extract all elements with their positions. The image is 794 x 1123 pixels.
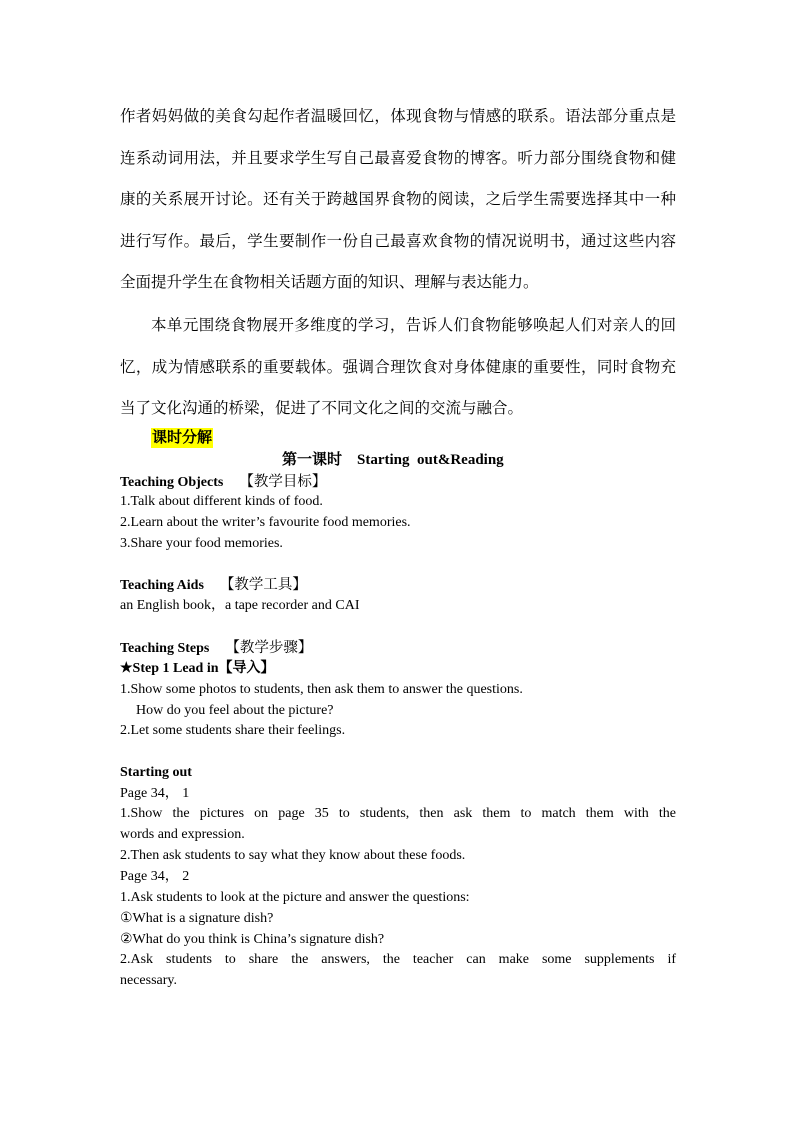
- question-item: ①What is a signature dish?: [120, 911, 274, 926]
- starting-out-item: 1.Ask students to look at the picture and answer the questions:: [120, 890, 470, 905]
- lesson-title: 第一课时 Starting out&Reading: [282, 452, 504, 468]
- page-ref: Page 34， 2: [120, 869, 190, 884]
- teaching-steps-label: Teaching Steps: [120, 641, 210, 656]
- teaching-objects-label-cn: 【教学目标】: [239, 474, 327, 490]
- intro-paragraph: 作者妈妈做的美食勾起作者温暖回忆，体现食物与情感的联系。语法部分重点是连系动词用法，并且要求学生写自己最喜爱食物的博客。听力部分围绕食物和健康的关系展开讨论。还有关于跨越国界食物的阅读，之后学生需要选择其中一种进行写作。最后，学生要制作一份自己最喜欢食物的情况说明书，通过这些内容全面提升学生在食物相关话题方面的知识、理解与表达能力。: [120, 108, 676, 292]
- question-item: ②What do you think is China’s signature dish?: [120, 932, 385, 947]
- teaching-aids-label: Teaching Aids: [120, 578, 204, 593]
- starting-out-item: necessary.: [120, 973, 178, 988]
- teaching-objects-heading: [120, 472, 676, 493]
- step1-item: 1.Show some photos to students, then ask them to answer the questions.: [120, 682, 523, 697]
- objective-item: 3.Share your food memories.: [120, 536, 283, 551]
- teaching-objects-label: Teaching Objects: [120, 475, 224, 490]
- starting-out-heading: Starting out: [120, 765, 192, 780]
- starting-out-item: 2.Ask students to share the answers, the teacher can make some supplements if: [120, 952, 676, 967]
- objective-item: 2.Learn about the writer’s favourite food memories.: [120, 515, 411, 530]
- step1-label-cn: 【导入】: [218, 661, 275, 676]
- starting-out-item: words and expression.: [120, 827, 245, 842]
- summary-paragraph: 本单元围绕食物展开多维度的学习，告诉人们食物能够唤起人们对亲人的回忆，成为情感联系的重要载体。强调合理饮食对身体健康的重要性，同时食物充当了文化沟通的桥梁，促进了不同文化之间的交流与融合。: [120, 317, 676, 418]
- objective-item: 1.Talk about different kinds of food.: [120, 494, 323, 509]
- step1-label: ★Step 1 Lead in: [120, 661, 219, 676]
- page-ref: Page 34， 1: [120, 786, 190, 801]
- teaching-steps-heading: [120, 638, 676, 659]
- step1-item: 2.Let some students share their feelings.: [120, 723, 346, 738]
- teaching-aids-text: an English book，a tape recorder and CAI: [120, 598, 360, 613]
- teaching-aids-label-cn: 【教学工具】: [219, 577, 307, 593]
- starting-out-item: 2.Then ask students to say what they know about these foods.: [120, 848, 466, 863]
- step1-heading: [120, 659, 676, 679]
- section-heading: 课时分解: [152, 430, 213, 446]
- teaching-aids-heading: [120, 575, 676, 596]
- teaching-steps-label-cn: 【教学步骤】: [225, 640, 313, 656]
- starting-out-item: 1.Show the pictures on page 35 to students, then ask them to match them with the: [120, 806, 676, 821]
- step1-question: How do you feel about the picture?: [136, 703, 334, 718]
